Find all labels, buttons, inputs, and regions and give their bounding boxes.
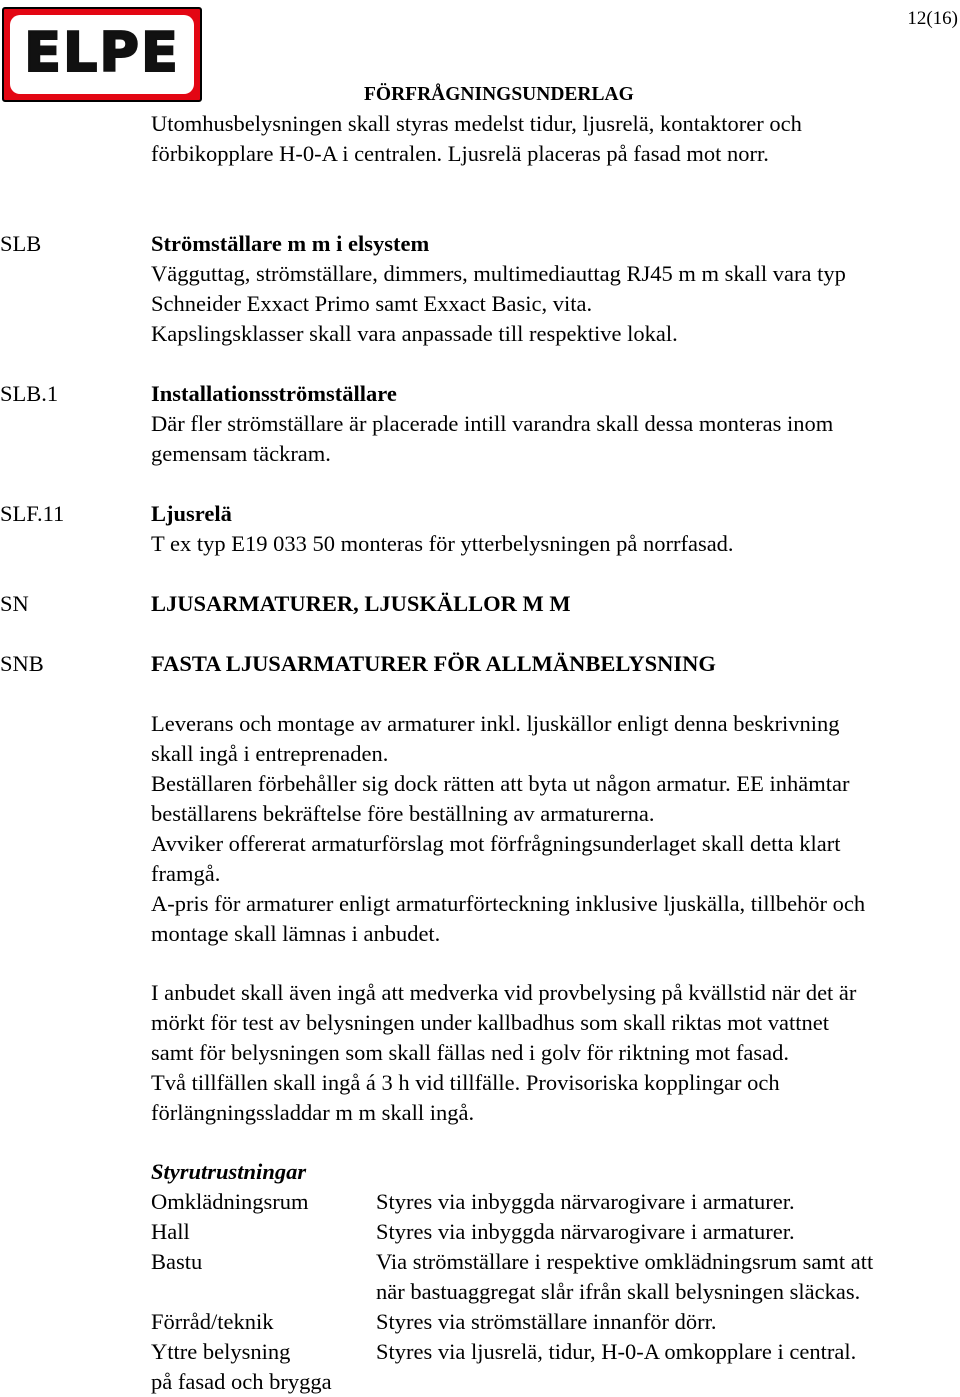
controls-room: på fasad och brygga [151, 1369, 332, 1394]
controls-desc: Styres via strömställare innanför dörr. [376, 1309, 717, 1334]
controls-room: Yttre belysning [151, 1339, 291, 1364]
section-title-snb: FASTA LJUSARMATURER FÖR ALLMÄNBELYSNING [151, 651, 716, 676]
para1-line-7: A-pris för armaturer enligt armaturförteckning inklusive ljuskälla, tillbehör och [151, 891, 866, 916]
slf11-line-1: T ex typ E19 033 50 monteras för ytterbelysningen på norrfasad. [151, 531, 734, 556]
para2-line-2: mörkt för test av belysningen under kallbadhus som skall riktas mot vattnet [151, 1010, 829, 1035]
para2-line-1: I anbudet skall även ingå att medverka vid provbelysing på kvällstid när det är [151, 980, 857, 1005]
section-title-slb1: Installationsströmställare [151, 381, 397, 406]
logo-text: ELPE [24, 21, 180, 84]
slb-line-1: Vägguttag, strömställare, dimmers, multimediauttag RJ45 m m skall vara typ [151, 261, 846, 286]
controls-desc: Styres via inbyggda närvarogivare i armaturer. [376, 1189, 795, 1214]
para1-line-5: Avviker offererat armaturförslag mot förfrågningsunderlaget skall detta klart [151, 831, 841, 856]
para2-line-3: samt för belysningen som skall fällas ned i golv för riktning mot fasad. [151, 1040, 790, 1065]
controls-desc: Styres via inbyggda närvarogivare i armaturer. [376, 1219, 795, 1244]
slb1-line-1: Där fler strömställare är placerade intill varandra skall dessa monteras inom [151, 411, 834, 436]
controls-desc: Styres via ljusrelä, tidur, H-0-A omkopplare i central. [376, 1339, 857, 1364]
para1-line-1: Leverans och montage av armaturer inkl. ljuskällor enligt denna beskrivning [151, 711, 840, 736]
section-title-sn: LJUSARMATURER, LJUSKÄLLOR M M [151, 591, 571, 616]
controls-room: Omklädningsrum [151, 1189, 309, 1214]
slb1-line-2: gemensam täckram. [151, 441, 331, 466]
para2-line-5: förlängningssladdar m m skall ingå. [151, 1100, 475, 1125]
section-code-slb1: SLB.1 [0, 381, 59, 406]
section-code-snb: SNB [0, 651, 44, 676]
controls-title: Styrutrustningar [151, 1159, 307, 1184]
section-code-sn: SN [0, 591, 29, 616]
para1-line-3: Beställaren förbehåller sig dock rätten att byta ut någon armatur. EE inhämtar [151, 771, 850, 796]
intro-line-1: Utomhusbelysningen skall styras medelst tidur, ljusrelä, kontaktorer och [151, 111, 802, 136]
para1-line-8: montage skall lämnas i anbudet. [151, 921, 441, 946]
controls-room: Bastu [151, 1249, 203, 1274]
page-number: 12(16) [907, 8, 958, 29]
section-title-slf11: Ljusrelä [151, 501, 232, 526]
para2-line-4: Två tillfällen skall ingå á 3 h vid tillfälle. Provisoriska kopplingar och [151, 1070, 780, 1095]
section-title-slb: Strömställare m m i elsystem [151, 231, 430, 256]
para1-line-2: skall ingå i entreprenaden. [151, 741, 389, 766]
controls-desc: när bastuaggregat slår ifrån skall belysningen släckas. [376, 1279, 861, 1304]
controls-room: Hall [151, 1219, 190, 1244]
slb-line-2: Schneider Exxact Primo samt Exxact Basic, vita. [151, 291, 593, 316]
para1-line-6: framgå. [151, 861, 221, 886]
section-code-slf11: SLF.11 [0, 501, 65, 526]
intro-line-2: förbikopplare H-0-A i centralen. Ljusrelä placeras på fasad mot norr. [151, 141, 769, 166]
section-code-slb: SLB [0, 231, 42, 256]
controls-desc: Via strömställare i respektive omklädningsrum samt att [376, 1249, 874, 1274]
document-title: FÖRFRÅGNINGSUNDERLAG [364, 84, 634, 105]
slb-line-3: Kapslingsklasser skall vara anpassade till respektive lokal. [151, 321, 678, 346]
elpe-logo [2, 7, 202, 102]
controls-room: Förråd/teknik [151, 1309, 274, 1334]
para1-line-4: beställarens bekräftelse före beställning av armaturerna. [151, 801, 655, 826]
